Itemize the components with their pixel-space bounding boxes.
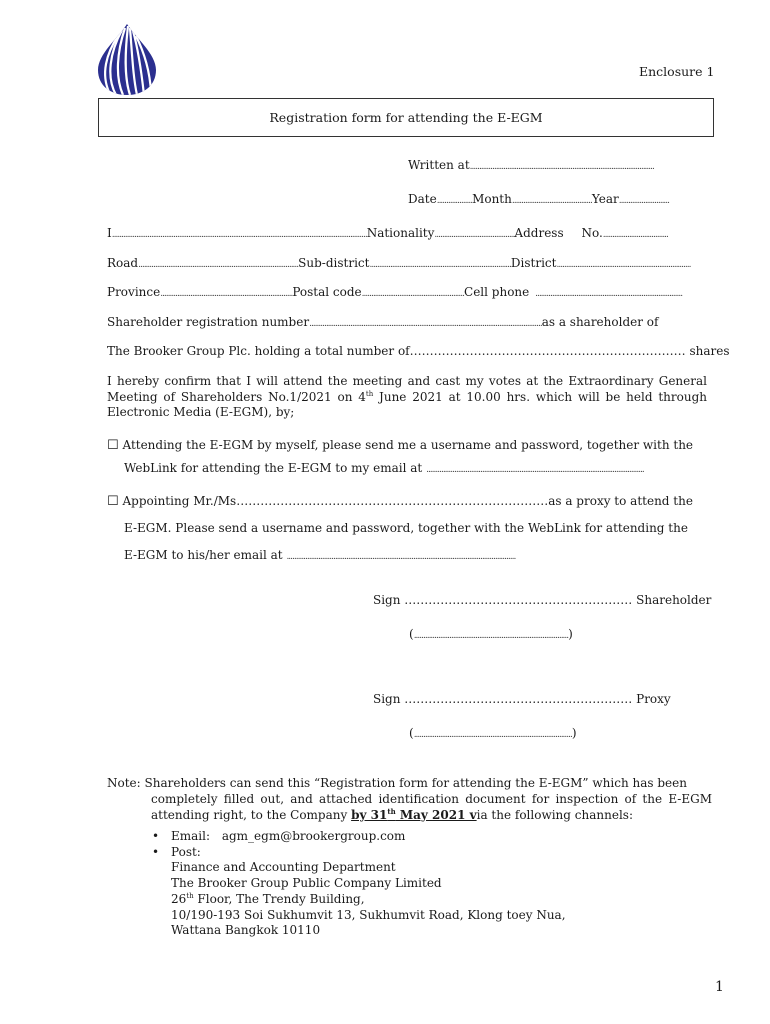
email-label: Email: [171, 829, 211, 843]
proxy-sign-field[interactable]: ………………………………………………… [404, 692, 633, 706]
shareholder-sign-field[interactable]: ………………………………………………… [404, 593, 633, 607]
note-deadline-sup: th [387, 806, 396, 816]
date-row [408, 192, 669, 206]
shares-field[interactable]: …………………………………………………………… [409, 344, 686, 358]
registration-row [107, 315, 658, 329]
company-holding-label: The Brooker Group Plc. holding a total number of [107, 344, 410, 358]
post-line: Wattana Bangkok 10110 [171, 923, 321, 938]
option-proxy-row-3 [124, 548, 515, 562]
written-at-field[interactable]: ................................................................................................... [469, 162, 654, 172]
option-proxy-text-2: E-EGM. Please send a username and password, together with the WebLink for attending the [124, 521, 688, 535]
option-proxy-text-1b: as a proxy to attend the [548, 494, 693, 508]
subdistrict-field[interactable]: ............................................................................ [369, 260, 511, 270]
month-field[interactable]: ........................................... [511, 196, 592, 206]
shareholder-label: Shareholder [636, 593, 712, 607]
company-logo [96, 22, 158, 96]
option-proxy-text-1a: Appointing Mr./Ms [122, 494, 237, 508]
note-deadline-rest: May 2021 v [395, 807, 477, 822]
district-label: District [510, 256, 557, 270]
post-line: 10/190-193 Soi Sukhumvit 13, Sukhumvit Road, Klong toey Nua, [171, 907, 566, 922]
post-line-floor [171, 892, 566, 908]
province-label: Province [107, 285, 161, 299]
post-line: Finance and Accounting Department [171, 860, 396, 875]
post-channel [150, 845, 566, 861]
shareholder-sign-row [373, 593, 711, 607]
road-label: Road [107, 256, 139, 270]
district-field[interactable]: ........................................................................ [556, 260, 691, 270]
road-row [107, 256, 690, 270]
written-at-label: Written at [408, 158, 470, 172]
confirm-text-2: June 2021 at 10.00 hrs. which will be held through Electronic Media (E-EGM), by; [107, 389, 707, 419]
post-line: The Brooker Group Public Company Limited [171, 876, 442, 891]
floor-rest: Floor, The Trendy Building, [193, 891, 365, 906]
proxy-sign-row [373, 692, 671, 706]
year-field[interactable]: ........................... [618, 196, 670, 206]
date-field[interactable]: ................... [436, 196, 473, 206]
name-row [107, 226, 668, 240]
road-field[interactable]: ...................................................................................... [138, 260, 299, 270]
province-row [107, 285, 682, 299]
shareholder-reg-field[interactable]: ............................................................................................................................. [309, 319, 542, 329]
as-shareholder-label: as a shareholder of [541, 315, 659, 329]
option-self-row-2 [124, 461, 644, 475]
shareholder-open-paren: ( [409, 627, 414, 641]
option-self-text-2: WebLink for attending the E-EGM to my email at [124, 461, 423, 475]
option-proxy-text-3: E-EGM to his/her email at [124, 548, 283, 562]
note-first-line [107, 776, 712, 790]
holding-row [107, 344, 730, 358]
shares-label: shares [689, 344, 730, 358]
nationality-label: Nationality [366, 226, 435, 240]
province-field[interactable]: ....................................................................... [160, 289, 293, 299]
shareholder-reg-label: Shareholder registration number [107, 315, 310, 329]
year-label: Year [591, 192, 619, 206]
shareholder-name-row [409, 627, 573, 641]
floor-num: 26 [171, 891, 187, 906]
enclosure-label: Enclosure 1 [639, 64, 715, 79]
proxy-label: Proxy [636, 692, 671, 706]
note-body [151, 792, 712, 823]
option-self-row [107, 438, 693, 453]
month-label: Month [472, 192, 512, 206]
proxy-name-field-2[interactable]: ..................................................................................... [413, 730, 572, 740]
cell-phone-label: Cell phone [464, 285, 530, 299]
floor-sup: th [186, 891, 194, 900]
note-body-2: ia the following channels: [476, 807, 633, 822]
channel-list [150, 829, 566, 939]
shareholder-sign-label: Sign [373, 593, 401, 607]
form-title-text: Registration form for attending the E-EGM [269, 110, 543, 125]
option-proxy-row-2 [124, 521, 688, 535]
post-label: Post: [171, 844, 201, 859]
date-label: Date [408, 192, 437, 206]
note-deadline-by: by 31 [351, 807, 388, 822]
post-address [150, 860, 566, 939]
proxy-close-paren: ) [571, 726, 577, 740]
proxy-email-field[interactable]: ........................................................................................................................... [286, 552, 516, 562]
note-first-line-text: Shareholders can send this “Registration form for attending the E-EGM” which has been [144, 776, 687, 790]
email-channel [150, 829, 566, 845]
proxy-sign-label: Sign [373, 692, 401, 706]
postal-code-label: Postal code [292, 285, 362, 299]
option-proxy-row [107, 494, 693, 509]
confirm-sup: th [365, 389, 374, 398]
form-title [98, 98, 714, 137]
i-label: I [107, 226, 112, 240]
address-label: Address [514, 226, 564, 240]
written-at-row [408, 158, 654, 172]
confirmation-paragraph [107, 374, 707, 421]
self-email-field[interactable]: ..................................................................................................................... [426, 465, 644, 475]
email-link[interactable]: agm_egm@brookergroup.com [221, 829, 406, 843]
shareholder-close-paren: ) [568, 627, 573, 641]
name-field[interactable]: ......................................................................................................................................... [111, 230, 367, 240]
nationality-field[interactable]: ........................................... [434, 230, 515, 240]
shareholder-name-field[interactable]: ................................................................................... [413, 631, 569, 641]
cell-phone-field[interactable]: ............................................................................... [535, 289, 683, 299]
proxy-open-paren: ( [409, 726, 414, 740]
note-body-1: completely filled out, and attached identification document for inspection of the E-EGM attending right, to the Company [151, 792, 712, 822]
subdistrict-label: Sub-district [298, 256, 370, 270]
note-deadline [351, 808, 477, 822]
option-proxy-checkbox[interactable]: ☐ [107, 494, 119, 509]
confirm-text-1: I hereby confirm that I will attend the meeting and cast my votes at the Extraordinary General Meeting of Shareholders No.1/2021 on 4 [107, 374, 707, 404]
option-self-text-1: Attending the E-EGM by myself, please send me a username and password, together with the [122, 438, 694, 452]
postal-code-field[interactable]: ....................................................... [361, 289, 465, 299]
proxy-name-field[interactable]: …………………………………………………………………… [236, 494, 549, 508]
no-label: No. [581, 226, 603, 240]
note-label: Note: [107, 776, 141, 790]
proxy-name-row [409, 726, 577, 740]
page-number: 1 [715, 979, 724, 995]
option-self-checkbox[interactable]: ☐ [107, 438, 119, 453]
no-field[interactable]: ................................... [602, 230, 668, 240]
